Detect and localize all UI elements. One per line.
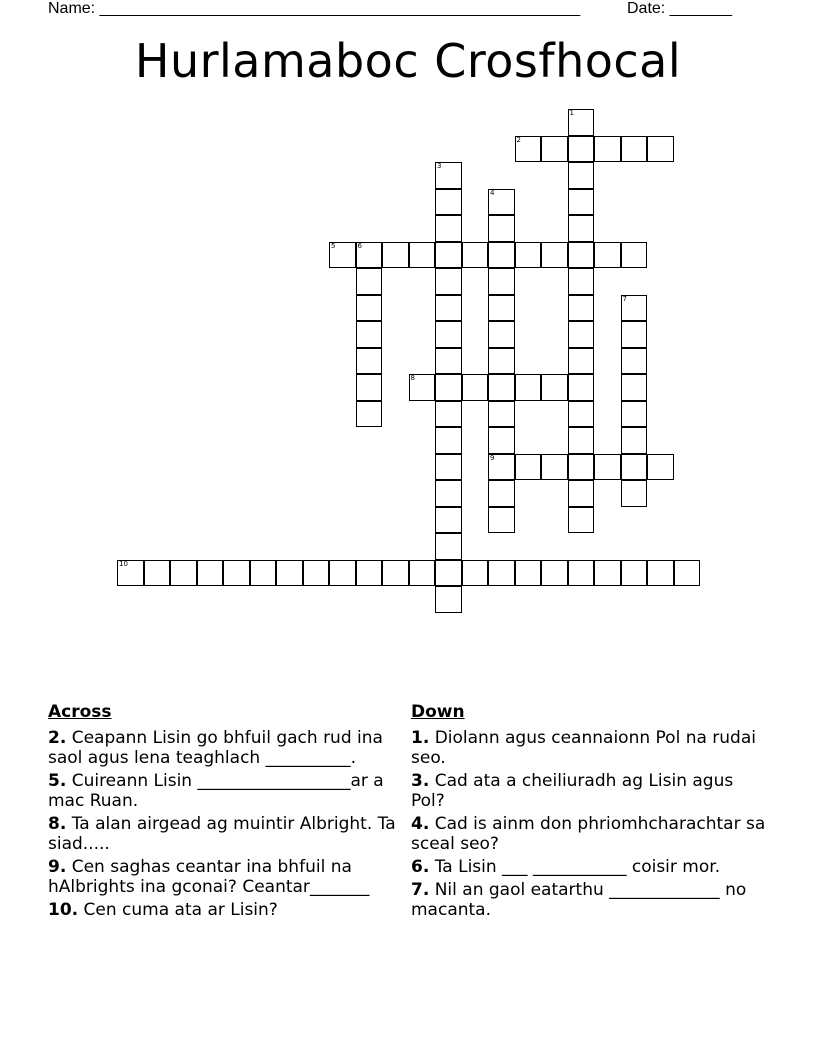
down-heading: Down: [411, 702, 465, 722]
grid-cell[interactable]: [568, 507, 595, 534]
grid-cell[interactable]: [488, 189, 515, 216]
grid-cell[interactable]: [435, 480, 462, 507]
grid-cell[interactable]: [515, 560, 542, 587]
grid-cell[interactable]: [488, 268, 515, 295]
clue-down-4: [411, 814, 771, 854]
grid-cell[interactable]: [621, 560, 648, 587]
grid-cell[interactable]: [356, 295, 383, 322]
down-clues: [411, 702, 771, 923]
grid-cell[interactable]: [197, 560, 224, 587]
clue-text: Ta Lisin ___ ___________ coisir mor.: [434, 857, 721, 877]
grid-cell[interactable]: [515, 242, 542, 269]
grid-cell[interactable]: [621, 374, 648, 401]
grid-cell[interactable]: [541, 136, 568, 163]
grid-cell[interactable]: [621, 242, 648, 269]
grid-cell[interactable]: [568, 560, 595, 587]
cell-number: 8: [410, 374, 415, 382]
grid-cell[interactable]: [568, 189, 595, 216]
grid-cell[interactable]: [144, 560, 171, 587]
grid-cell[interactable]: [356, 321, 383, 348]
clue-number: 6.: [411, 857, 430, 877]
grid-cell[interactable]: [356, 268, 383, 295]
clue-text: Cad ata a cheiliuradh ag Lisin agus Pol?: [411, 771, 734, 811]
grid-cell[interactable]: [435, 401, 462, 428]
grid-cell[interactable]: [435, 533, 462, 560]
grid-cell[interactable]: [594, 136, 621, 163]
grid-cell[interactable]: [435, 321, 462, 348]
grid-cell[interactable]: [356, 401, 383, 428]
grid-cell[interactable]: [435, 454, 462, 481]
grid-cell[interactable]: [488, 348, 515, 375]
grid-cell[interactable]: [621, 427, 648, 454]
clue-number: 8.: [48, 814, 67, 834]
clue-down-1: [411, 728, 771, 768]
grid-cell[interactable]: [621, 401, 648, 428]
grid-cell[interactable]: [647, 454, 674, 481]
clue-text: Cen cuma ata ar Lisin?: [83, 900, 278, 920]
grid-cell[interactable]: [276, 560, 303, 587]
grid-cell[interactable]: [435, 242, 462, 269]
grid-cell[interactable]: [170, 560, 197, 587]
grid-cell[interactable]: [568, 162, 595, 189]
grid-cell[interactable]: [488, 427, 515, 454]
grid-cell[interactable]: [223, 560, 250, 587]
grid-cell[interactable]: [488, 560, 515, 587]
grid-cell[interactable]: [541, 242, 568, 269]
grid-cell[interactable]: [621, 136, 648, 163]
grid-cell[interactable]: [541, 374, 568, 401]
grid-cell[interactable]: [568, 215, 595, 242]
grid-cell[interactable]: [515, 136, 542, 163]
grid-cell[interactable]: [541, 454, 568, 481]
grid-cell[interactable]: [541, 560, 568, 587]
grid-cell[interactable]: [488, 374, 515, 401]
grid-cell[interactable]: [647, 560, 674, 587]
grid-cell[interactable]: [568, 374, 595, 401]
clue-text: Cad is ainm don phriomhcharachtar sa sceal seo?: [411, 814, 766, 854]
grid-cell[interactable]: [568, 401, 595, 428]
clue-across-8: [48, 814, 408, 854]
grid-cell[interactable]: [621, 295, 648, 322]
clue-text: Nil an gaol eatarthu _____________ no macanta.: [411, 880, 747, 920]
grid-cell[interactable]: [621, 321, 648, 348]
grid-cell[interactable]: [488, 480, 515, 507]
cell-number: 7: [622, 294, 627, 303]
grid-cell[interactable]: [435, 215, 462, 242]
cell-number: 10: [119, 559, 128, 568]
grid-cell[interactable]: [409, 242, 436, 269]
cell-number: 1: [569, 109, 574, 117]
grid-cell[interactable]: [568, 348, 595, 375]
grid-cell[interactable]: [488, 295, 515, 322]
grid-cell[interactable]: [568, 295, 595, 322]
grid-cell[interactable]: [117, 560, 144, 587]
grid-cell[interactable]: [568, 321, 595, 348]
grid-cell[interactable]: [594, 242, 621, 269]
grid-cell[interactable]: [435, 427, 462, 454]
grid-cell[interactable]: [621, 480, 648, 507]
grid-cell[interactable]: [488, 215, 515, 242]
grid-cell[interactable]: [356, 348, 383, 375]
cell-number: 5: [331, 241, 336, 250]
across-clues: [48, 702, 408, 923]
grid-cell[interactable]: [329, 242, 356, 269]
grid-cell[interactable]: [356, 374, 383, 401]
grid-cell[interactable]: [382, 242, 409, 269]
grid-cell[interactable]: [435, 560, 462, 587]
clue-number: 1.: [411, 728, 430, 748]
grid-cell[interactable]: [435, 295, 462, 322]
grid-cell[interactable]: [488, 321, 515, 348]
grid-cell[interactable]: [594, 560, 621, 587]
grid-cell[interactable]: [568, 268, 595, 295]
grid-cell[interactable]: [568, 242, 595, 269]
cell-number: 3: [437, 162, 442, 170]
grid-cell[interactable]: [435, 189, 462, 216]
cell-number: 6: [357, 241, 362, 250]
grid-cell[interactable]: [409, 374, 436, 401]
grid-cell[interactable]: [488, 454, 515, 481]
clue-text: Ta alan airgead ag muintir Albright. Ta siad.....: [48, 814, 396, 854]
clue-text: Ceapann Lisin go bhfuil gach rud ina saol agus lena teaghlach __________.: [48, 728, 383, 768]
cell-number: 2: [516, 135, 521, 144]
clue-number: 3.: [411, 771, 430, 791]
grid-cell[interactable]: [488, 507, 515, 534]
clue-text: Cuireann Lisin __________________ar a mac Ruan.: [48, 771, 384, 811]
grid-cell[interactable]: [250, 560, 277, 587]
grid-cell[interactable]: [647, 136, 674, 163]
grid-cell[interactable]: [409, 560, 436, 587]
grid-cell[interactable]: [435, 507, 462, 534]
clue-number: 10.: [48, 900, 79, 920]
grid-cell[interactable]: [568, 480, 595, 507]
grid-cell[interactable]: [594, 454, 621, 481]
grid-cell[interactable]: [356, 560, 383, 587]
grid-cell[interactable]: [515, 374, 542, 401]
clue-number: 7.: [411, 880, 430, 900]
grid-cell[interactable]: [435, 348, 462, 375]
clue-down-3: [411, 771, 771, 811]
grid-cell[interactable]: [568, 136, 595, 163]
clue-across-10: [48, 900, 408, 920]
grid-cell[interactable]: [568, 109, 595, 136]
across-heading: Across: [48, 702, 112, 722]
grid-cell[interactable]: [435, 374, 462, 401]
clue-across-9: [48, 857, 408, 897]
clue-number: 4.: [411, 814, 430, 834]
grid-cell[interactable]: [488, 401, 515, 428]
clue-text: Cen saghas ceantar ina bhfuil na hAlbrights ina gconai? Ceantar_______: [48, 857, 370, 897]
grid-cell[interactable]: [356, 242, 383, 269]
grid-cell[interactable]: [462, 374, 489, 401]
grid-cell[interactable]: [515, 454, 542, 481]
grid-cell[interactable]: [568, 427, 595, 454]
grid-cell[interactable]: [621, 348, 648, 375]
grid-cell[interactable]: [382, 560, 409, 587]
grid-cell[interactable]: [435, 162, 462, 189]
grid-cell[interactable]: [568, 454, 595, 481]
cell-number: 4: [490, 188, 495, 197]
grid-cell[interactable]: [329, 560, 356, 587]
clue-down-7: [411, 880, 771, 920]
grid-cell[interactable]: [462, 242, 489, 269]
grid-cell[interactable]: [303, 560, 330, 587]
clue-number: 5.: [48, 771, 67, 791]
grid-cell[interactable]: [462, 560, 489, 587]
clue-number: 2.: [48, 728, 67, 748]
clue-down-6: [411, 857, 771, 877]
grid-cell[interactable]: [435, 586, 462, 613]
clue-across-2: [48, 728, 408, 768]
grid-cell[interactable]: [435, 268, 462, 295]
clue-text: Diolann agus ceannaionn Pol na rudai seo.: [411, 728, 756, 768]
cell-number: 9: [490, 453, 495, 462]
grid-cell[interactable]: [621, 454, 648, 481]
clue-across-5: [48, 771, 408, 811]
grid-cell[interactable]: [488, 242, 515, 269]
grid-cell[interactable]: [674, 560, 701, 587]
clue-number: 9.: [48, 857, 67, 877]
date-field-label: Date: _______: [627, 0, 732, 17]
name-field-label: Name: ______________________________________________________: [48, 0, 581, 17]
page-title: Hurlamaboc Crosfhocal: [134, 34, 682, 88]
